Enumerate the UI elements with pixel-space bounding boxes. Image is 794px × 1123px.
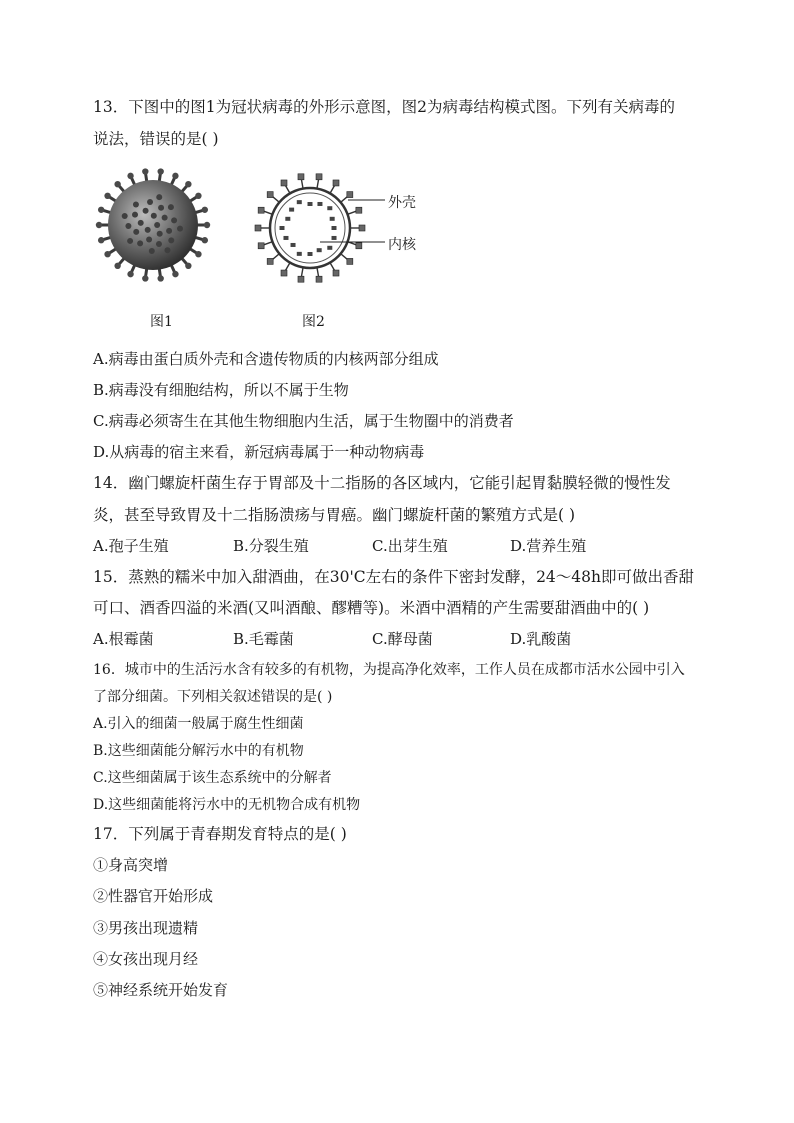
q15-stem-line2: 可口、酒香四溢的米酒(又叫酒酿、醪糟等)。米酒中酒精的产生需要甜酒曲中的( )	[93, 599, 650, 617]
q16-stem-line2: 了部分细菌。下列相关叙述错误的是( )	[93, 689, 333, 705]
q15-stem-line1: 15．蒸熟的糯米中加入甜酒曲，在30'C左右的条件下密封发酵，24～48h即可做出香甜	[93, 568, 694, 586]
q17-stem: 17．下列属于青春期发育特点的是( )	[93, 825, 347, 843]
q17-item-2: ②性器官开始形成	[93, 887, 214, 905]
q16-option-b: B.这些细菌能分解污水中的有机物	[93, 743, 304, 759]
q13-stem-line1: 13．下图中的图1为冠状病毒的外形示意图，图2为病毒结构模式图。下列有关病毒的	[93, 98, 675, 116]
virus-structure-figure	[250, 168, 390, 292]
q14-option-d: D.营养生殖	[510, 537, 587, 555]
q17-item-5: ⑤神经系统开始发育	[93, 981, 229, 999]
figure2-caption: 图2	[302, 314, 325, 330]
q13-stem-line2: 说法，错误的是( )	[93, 130, 219, 148]
q16-option-c: C.这些细菌属于该生态系统中的分解者	[93, 770, 332, 786]
label-shell: 外壳	[388, 195, 416, 211]
q14-option-a: A.孢子生殖	[93, 537, 169, 555]
q13-option-c: C.病毒必须寄生在其他生物细胞内生活，属于生物圈中的消费者	[93, 412, 514, 430]
q16-option-a: A.引入的细菌一般属于腐生性细菌	[93, 716, 304, 732]
q13-option-b: B.病毒没有细胞结构，所以不属于生物	[93, 381, 349, 399]
q17-item-1: ①身高突增	[93, 856, 169, 874]
q15-option-b: B.毛霉菌	[233, 630, 294, 648]
q17-item-3: ③男孩出现遗精	[93, 919, 199, 937]
q15-option-c: C.酵母菌	[372, 630, 433, 648]
q14-stem-line2: 炎，甚至导致胃及十二指肠溃疡与胃癌。幽门螺旋杆菌的繁殖方式是( )	[93, 506, 576, 524]
q16-stem-line1: 16．城市中的生活污水含有较多的有机物，为提高净化效率，工作人员在成都市活水公园中引入	[93, 662, 685, 678]
q13-option-d: D.从病毒的宿主来看，新冠病毒属于一种动物病毒	[93, 443, 425, 461]
virus-exterior-figure	[94, 166, 212, 284]
figure1-caption: 图1	[150, 314, 173, 330]
q17-item-4: ④女孩出现月经	[93, 950, 199, 968]
q15-option-a: A.根霉菌	[93, 630, 154, 648]
q14-option-b: B.分裂生殖	[233, 537, 309, 555]
q14-option-c: C.出芽生殖	[372, 537, 448, 555]
q14-stem-line1: 14．幽门螺旋杆菌生存于胃部及十二指肠的各区域内，它能引起胃黏膜轻微的慢性发	[93, 474, 671, 492]
label-core: 内核	[388, 237, 416, 253]
q15-option-d: D.乳酸菌	[510, 630, 572, 648]
q16-option-d: D.这些细菌能将污水中的无机物合成有机物	[93, 797, 361, 813]
q13-option-a: A.病毒由蛋白质外壳和含遗传物质的内核两部分组成	[93, 350, 439, 368]
